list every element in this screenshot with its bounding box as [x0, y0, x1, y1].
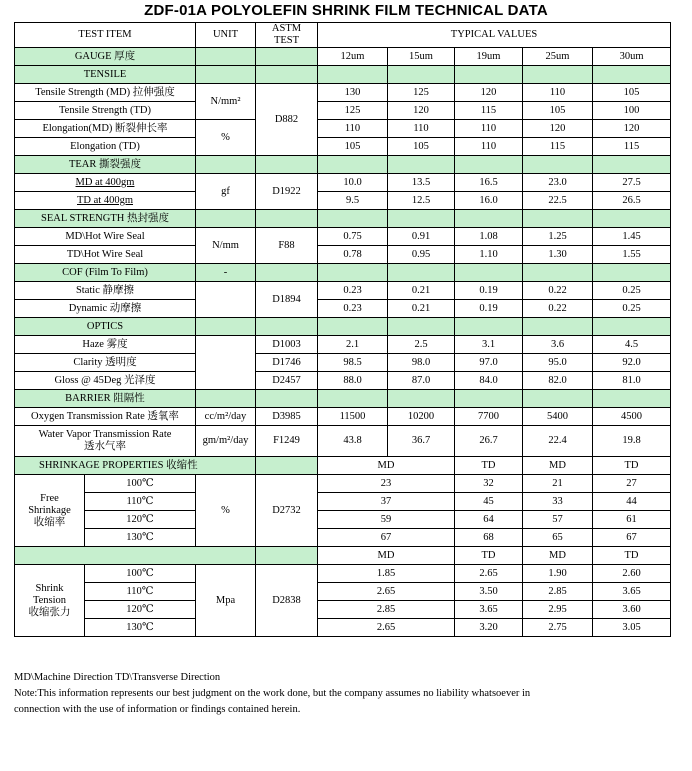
- dir-md: MD: [318, 457, 455, 475]
- table-row: [15, 354, 671, 372]
- value-cell: 1.55: [593, 246, 671, 264]
- value-cell: 21: [523, 475, 593, 493]
- value-cell: 3.20: [455, 619, 523, 637]
- value-cell: 3.6: [523, 336, 593, 354]
- astm-cell: D1894: [256, 282, 318, 318]
- value-cell: 44: [593, 493, 671, 511]
- astm-cell: D1746: [256, 354, 318, 372]
- free-shrinkage-label: Free Shrinkage 收缩率: [15, 475, 85, 547]
- disclaimer-line-1: Note:This information represents our best judgment on the work done, but the company assumes no liability whatsoever in: [14, 688, 531, 699]
- value-cell: 82.0: [523, 372, 593, 390]
- table-row: [15, 493, 671, 511]
- row-label: MD\Hot Wire Seal: [15, 228, 196, 246]
- section-row-shrinkage: [15, 457, 671, 475]
- value-cell: 120: [523, 120, 593, 138]
- value-cell: 130: [318, 84, 388, 102]
- astm-cell: D1003: [256, 336, 318, 354]
- value-cell: 1.85: [318, 565, 455, 583]
- value-cell: 1.45: [593, 228, 671, 246]
- value-cell: 33: [523, 493, 593, 511]
- disclaimer-line-2: connection with the use of information or findings contained herein.: [14, 704, 301, 715]
- value-cell: 3.65: [593, 583, 671, 601]
- value-cell: 115: [455, 102, 523, 120]
- unit-cell: cc/m²/day: [196, 408, 256, 426]
- temp-cell: 130℃: [85, 619, 196, 637]
- value-cell: 0.19: [455, 282, 523, 300]
- section-row-seal: [15, 210, 671, 228]
- value-cell: 2.65: [455, 565, 523, 583]
- section-seal-strength: SEAL STRENGTH 热封强度: [15, 210, 196, 228]
- value-cell: 4500: [593, 408, 671, 426]
- value-cell: 110: [523, 84, 593, 102]
- value-cell: 1.10: [455, 246, 523, 264]
- test-item-header: TEST ITEM: [15, 23, 196, 48]
- value-cell: 2.60: [593, 565, 671, 583]
- value-cell: 32: [455, 475, 523, 493]
- temp-cell: 120℃: [85, 601, 196, 619]
- value-cell: 92.0: [593, 354, 671, 372]
- gauge-15um: 15um: [388, 48, 455, 66]
- value-cell: 0.95: [388, 246, 455, 264]
- value-cell: 23: [318, 475, 455, 493]
- value-cell: 97.0: [455, 354, 523, 372]
- table-row: [15, 426, 671, 457]
- table-row: [15, 336, 671, 354]
- table-row: [15, 174, 671, 192]
- value-cell: 7700: [455, 408, 523, 426]
- value-cell: 110: [455, 120, 523, 138]
- value-cell: 19.8: [593, 426, 671, 457]
- value-cell: 2.65: [318, 583, 455, 601]
- unit-cell: Mpa: [196, 565, 256, 637]
- value-cell: 2.85: [318, 601, 455, 619]
- unit-cell: N/mm²: [196, 84, 256, 120]
- value-cell: 3.65: [455, 601, 523, 619]
- value-cell: 26.7: [455, 426, 523, 457]
- table-row: [15, 246, 671, 264]
- technical-data-table: [14, 22, 671, 637]
- value-cell: 0.25: [593, 282, 671, 300]
- value-cell: 3.05: [593, 619, 671, 637]
- value-cell: 105: [523, 102, 593, 120]
- table-row: [15, 372, 671, 390]
- row-label: Static 静摩擦: [15, 282, 196, 300]
- value-cell: 13.5: [388, 174, 455, 192]
- astm-cell: F88: [256, 228, 318, 264]
- value-cell: 12.5: [388, 192, 455, 210]
- section-barrier: BARRIER 阻隔性: [15, 390, 196, 408]
- row-label: Water Vapor Transmission Rate 透水气率: [15, 426, 196, 457]
- table-row: [15, 102, 671, 120]
- astm-cell: D1922: [256, 174, 318, 210]
- section-row-tensile: [15, 66, 671, 84]
- value-cell: 0.22: [523, 300, 593, 318]
- table-row: [15, 228, 671, 246]
- section-row-optics: [15, 318, 671, 336]
- dir-md: MD: [523, 547, 593, 565]
- value-cell: 16.5: [455, 174, 523, 192]
- value-cell: 115: [593, 138, 671, 156]
- temp-cell: 100℃: [85, 475, 196, 493]
- row-label: Gloss @ 45Deg 光泽度: [15, 372, 196, 390]
- value-cell: 105: [318, 138, 388, 156]
- dir-td: TD: [593, 457, 671, 475]
- value-cell: 1.08: [455, 228, 523, 246]
- table-row: [15, 511, 671, 529]
- row-label: Tensile Strength (TD): [15, 102, 196, 120]
- value-cell: 3.1: [455, 336, 523, 354]
- value-cell: 68: [455, 529, 523, 547]
- section-row-cof: [15, 264, 671, 282]
- value-cell: 23.0: [523, 174, 593, 192]
- unit-cell: gm/m²/day: [196, 426, 256, 457]
- unit-cell: N/mm: [196, 228, 256, 264]
- section-row-tear: [15, 156, 671, 174]
- value-cell: 0.19: [455, 300, 523, 318]
- value-cell: 0.23: [318, 282, 388, 300]
- table-row: [15, 601, 671, 619]
- value-cell: 81.0: [593, 372, 671, 390]
- row-label: Clarity 透明度: [15, 354, 196, 372]
- section-tear: TEAR 撕裂强度: [15, 156, 196, 174]
- table-row: [15, 84, 671, 102]
- temp-cell: 110℃: [85, 493, 196, 511]
- value-cell: 10200: [388, 408, 455, 426]
- gauge-19um: 19um: [455, 48, 523, 66]
- value-cell: 45: [455, 493, 523, 511]
- dir-md: MD: [523, 457, 593, 475]
- value-cell: 27: [593, 475, 671, 493]
- value-cell: 61: [593, 511, 671, 529]
- temp-cell: 120℃: [85, 511, 196, 529]
- row-label: TD at 400gm: [15, 192, 196, 210]
- value-cell: 67: [318, 529, 455, 547]
- temp-cell: 110℃: [85, 583, 196, 601]
- value-cell: 5400: [523, 408, 593, 426]
- value-cell: 9.5: [318, 192, 388, 210]
- value-cell: 2.75: [523, 619, 593, 637]
- table-row: [15, 529, 671, 547]
- table-row: [15, 120, 671, 138]
- row-label: Oxygen Transmission Rate 透氧率: [15, 408, 196, 426]
- unit-cell: %: [196, 475, 256, 547]
- value-cell: 120: [455, 84, 523, 102]
- dir-td: TD: [593, 547, 671, 565]
- value-cell: 120: [593, 120, 671, 138]
- value-cell: 0.91: [388, 228, 455, 246]
- value-cell: 0.22: [523, 282, 593, 300]
- value-cell: 3.50: [455, 583, 523, 601]
- value-cell: 87.0: [388, 372, 455, 390]
- table-row: [15, 192, 671, 210]
- value-cell: 65: [523, 529, 593, 547]
- temp-cell: 130℃: [85, 529, 196, 547]
- value-cell: 11500: [318, 408, 388, 426]
- value-cell: 67: [593, 529, 671, 547]
- value-cell: 125: [388, 84, 455, 102]
- value-cell: 0.23: [318, 300, 388, 318]
- footnotes: [14, 670, 674, 718]
- row-label: Tensile Strength (MD) 拉伸强度: [15, 84, 196, 102]
- value-cell: 57: [523, 511, 593, 529]
- value-cell: 2.85: [523, 583, 593, 601]
- value-cell: 1.30: [523, 246, 593, 264]
- value-cell: 95.0: [523, 354, 593, 372]
- row-label: Haze 雾度: [15, 336, 196, 354]
- gauge-label: GAUGE 厚度: [15, 48, 196, 66]
- value-cell: 110: [318, 120, 388, 138]
- value-cell: 59: [318, 511, 455, 529]
- direction-legend: MD\Machine Direction TD\Transverse Direction: [14, 672, 221, 683]
- tension-dir-row: [15, 547, 671, 565]
- value-cell: 22.5: [523, 192, 593, 210]
- gauge-25um: 25um: [523, 48, 593, 66]
- table-row: [15, 619, 671, 637]
- section-cof: COF (Film To Film): [15, 264, 196, 282]
- value-cell: 98.5: [318, 354, 388, 372]
- table-row: [15, 300, 671, 318]
- value-cell: 0.21: [388, 300, 455, 318]
- value-cell: 27.5: [593, 174, 671, 192]
- value-cell: 2.95: [523, 601, 593, 619]
- unit-header: UNIT: [196, 23, 256, 48]
- row-label: Elongation (TD): [15, 138, 196, 156]
- section-row-barrier: [15, 390, 671, 408]
- cof-unit: -: [196, 264, 256, 282]
- row-label: Elongation(MD) 断裂伸长率: [15, 120, 196, 138]
- temp-cell: 100℃: [85, 565, 196, 583]
- value-cell: 105: [593, 84, 671, 102]
- typical-values-header: TYPICAL VALUES: [318, 23, 671, 48]
- dir-td: TD: [455, 457, 523, 475]
- value-cell: 64: [455, 511, 523, 529]
- value-cell: 0.78: [318, 246, 388, 264]
- section-shrinkage: SHRINKAGE PROPERTIES 收缩性: [15, 457, 256, 475]
- dir-td: TD: [455, 547, 523, 565]
- value-cell: 2.1: [318, 336, 388, 354]
- value-cell: 0.25: [593, 300, 671, 318]
- value-cell: 43.8: [318, 426, 388, 457]
- value-cell: 125: [318, 102, 388, 120]
- table-row: [15, 408, 671, 426]
- gauge-12um: 12um: [318, 48, 388, 66]
- value-cell: 120: [388, 102, 455, 120]
- value-cell: 88.0: [318, 372, 388, 390]
- astm-header: ASTM TEST: [256, 23, 318, 48]
- value-cell: 1.25: [523, 228, 593, 246]
- value-cell: 4.5: [593, 336, 671, 354]
- row-label: Dynamic 动摩擦: [15, 300, 196, 318]
- astm-cell: D882: [256, 84, 318, 156]
- table-row: [15, 583, 671, 601]
- value-cell: 110: [455, 138, 523, 156]
- value-cell: 10.0: [318, 174, 388, 192]
- value-cell: 37: [318, 493, 455, 511]
- gauge-30um: 30um: [593, 48, 671, 66]
- value-cell: 0.75: [318, 228, 388, 246]
- value-cell: 16.0: [455, 192, 523, 210]
- document-title: ZDF-01A POLYOLEFIN SHRINK FILM TECHNICAL DATA: [144, 2, 548, 19]
- gauge-row: [15, 48, 671, 66]
- value-cell: 115: [523, 138, 593, 156]
- value-cell: 26.5: [593, 192, 671, 210]
- section-optics: OPTICS: [15, 318, 196, 336]
- row-label: TD\Hot Wire Seal: [15, 246, 196, 264]
- value-cell: 1.90: [523, 565, 593, 583]
- value-cell: 36.7: [388, 426, 455, 457]
- astm-cell: D2838: [256, 565, 318, 637]
- section-tensile: TENSILE: [15, 66, 196, 84]
- value-cell: 2.5: [388, 336, 455, 354]
- value-cell: 110: [388, 120, 455, 138]
- header-row: [15, 23, 671, 48]
- astm-cell: D3985: [256, 408, 318, 426]
- value-cell: 98.0: [388, 354, 455, 372]
- astm-cell: D2457: [256, 372, 318, 390]
- shrink-tension-label: Shrink Tension 收缩张力: [15, 565, 85, 637]
- value-cell: 100: [593, 102, 671, 120]
- table-row: [15, 475, 671, 493]
- value-cell: 3.60: [593, 601, 671, 619]
- value-cell: 84.0: [455, 372, 523, 390]
- table-row: [15, 565, 671, 583]
- unit-cell: %: [196, 120, 256, 156]
- value-cell: 0.21: [388, 282, 455, 300]
- table-row: [15, 282, 671, 300]
- astm-cell: F1249: [256, 426, 318, 457]
- table-row: [15, 138, 671, 156]
- unit-cell: gf: [196, 174, 256, 210]
- astm-cell: D2732: [256, 475, 318, 547]
- value-cell: 22.4: [523, 426, 593, 457]
- dir-md: MD: [318, 547, 455, 565]
- value-cell: 105: [388, 138, 455, 156]
- row-label: MD at 400gm: [15, 174, 196, 192]
- value-cell: 2.65: [318, 619, 455, 637]
